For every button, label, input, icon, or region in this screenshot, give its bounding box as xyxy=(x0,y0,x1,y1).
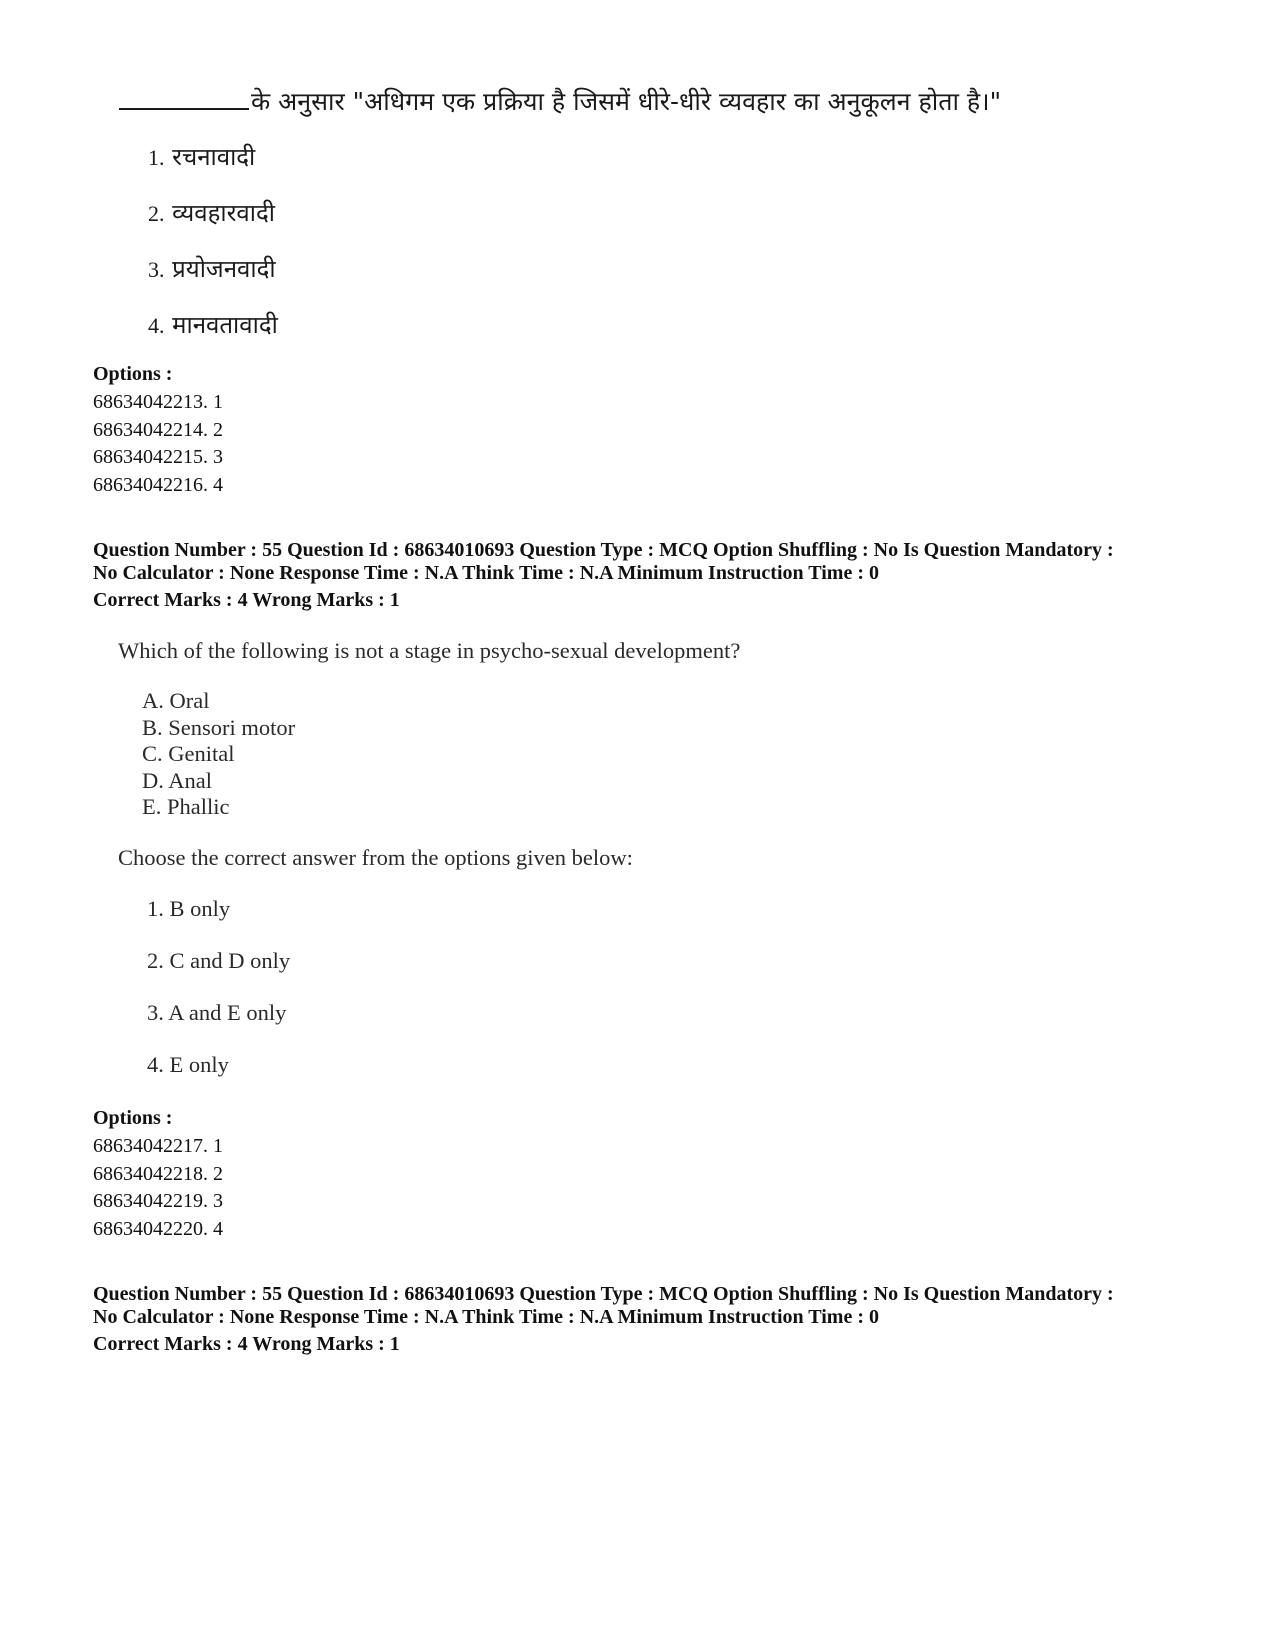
hindi-choice-3: 3. प्रयोजनवादी xyxy=(148,255,276,283)
answer-choice: 1. B only xyxy=(147,896,231,921)
answer-choice: 3. A and E only xyxy=(147,1000,287,1025)
statement-item: A. Oral xyxy=(142,688,210,713)
answer-instruction: Choose the correct answer from the options given below: xyxy=(118,845,633,870)
statement-item: B. Sensori motor xyxy=(142,715,296,740)
question-marks-line: Correct Marks : 4 Wrong Marks : 1 xyxy=(93,589,400,611)
hindi-stem-text: के अनुसार "अधिगम एक प्रक्रिया है जिसमें धीरे-धीरे व्यवहार का अनुकूलन होता है।" xyxy=(251,87,1002,116)
options-label: Options : xyxy=(93,363,173,385)
hindi-choice-4: 4. मानवतावादी xyxy=(148,311,278,339)
fill-in-blank xyxy=(119,108,249,110)
question-meta-line: No Calculator : None Response Time : N.A Think Time : N.A Minimum Instruction Time : 0 xyxy=(93,562,879,584)
question-meta-line: Question Number : 55 Question Id : 68634010693 Question Type : MCQ Option Shuffling : No Is Question Mandatory : xyxy=(93,539,1114,561)
option-id-line: 68634042213. 1 xyxy=(93,391,223,413)
option-id-line: 68634042217. 1 xyxy=(93,1135,223,1157)
question-marks-line: Correct Marks : 4 Wrong Marks : 1 xyxy=(93,1333,400,1355)
option-id-line: 68634042215. 3 xyxy=(93,446,223,468)
english-question-stem: Which of the following is not a stage in psycho-sexual development? xyxy=(118,638,741,663)
question-meta-line: Question Number : 55 Question Id : 68634010693 Question Type : MCQ Option Shuffling : No Is Question Mandatory : xyxy=(93,1283,1114,1305)
hindi-choice-1: 1. रचनावादी xyxy=(148,143,256,171)
option-id-line: 68634042214. 2 xyxy=(93,419,223,441)
hindi-question-stem xyxy=(119,84,1001,118)
answer-choice: 2. C and D only xyxy=(147,948,291,973)
statement-item: E. Phallic xyxy=(142,794,230,819)
options-label: Options : xyxy=(93,1107,173,1129)
option-id-line: 68634042219. 3 xyxy=(93,1190,223,1212)
question-meta-line: No Calculator : None Response Time : N.A Think Time : N.A Minimum Instruction Time : 0 xyxy=(93,1306,879,1328)
option-id-line: 68634042220. 4 xyxy=(93,1218,223,1240)
hindi-choice-2: 2. व्यवहारवादी xyxy=(148,199,275,227)
option-id-line: 68634042216. 4 xyxy=(93,474,223,496)
statement-item: C. Genital xyxy=(142,741,235,766)
option-id-line: 68634042218. 2 xyxy=(93,1163,223,1185)
statement-item: D. Anal xyxy=(142,768,212,793)
answer-choice: 4. E only xyxy=(147,1052,229,1077)
